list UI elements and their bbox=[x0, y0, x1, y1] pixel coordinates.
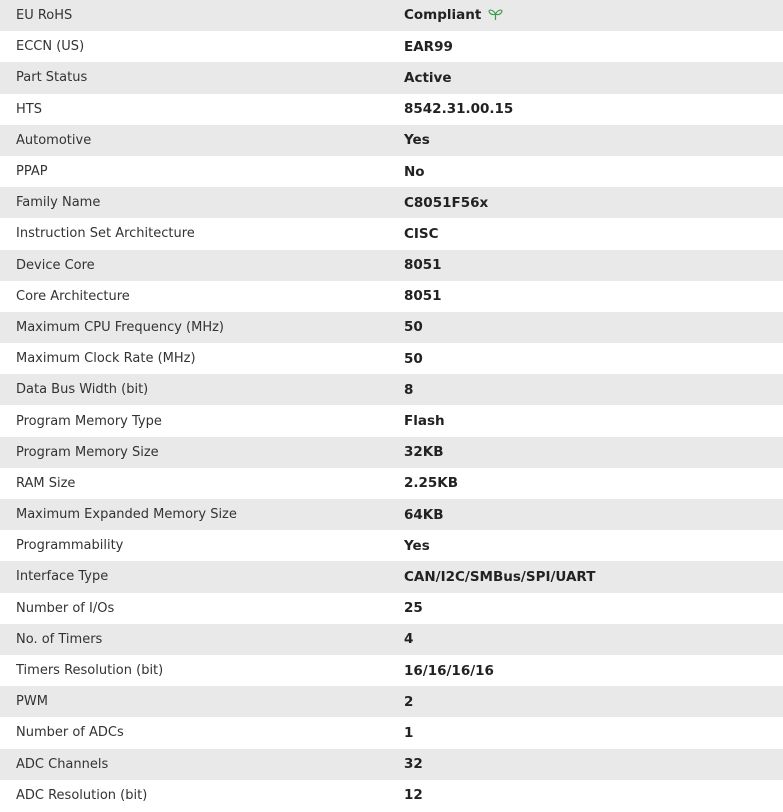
spec-value-cell bbox=[404, 0, 783, 31]
spec-label: Program Memory Type bbox=[16, 413, 162, 429]
spec-value: 8051 bbox=[404, 288, 442, 305]
spec-label: Family Name bbox=[16, 195, 101, 211]
spec-value: 2 bbox=[404, 693, 414, 710]
spec-value: 16/16/16/16 bbox=[404, 662, 494, 679]
spec-row-max-expanded-memory bbox=[0, 499, 783, 530]
spec-label: Timers Resolution (bit) bbox=[16, 663, 164, 679]
leaf-icon bbox=[488, 8, 503, 25]
spec-row-eccn bbox=[0, 31, 783, 62]
spec-value: 12 bbox=[404, 787, 423, 804]
spec-value: Yes bbox=[404, 537, 430, 554]
spec-label: Instruction Set Architecture bbox=[16, 226, 195, 242]
spec-label: Number of I/Os bbox=[16, 600, 115, 616]
spec-value: 1 bbox=[404, 724, 414, 741]
spec-row-family-name bbox=[0, 187, 783, 218]
spec-label: Device Core bbox=[16, 257, 95, 273]
spec-row-max-cpu-frequency bbox=[0, 312, 783, 343]
spec-label: Automotive bbox=[16, 132, 92, 148]
spec-row-max-clock-rate bbox=[0, 343, 783, 374]
spec-value: Yes bbox=[404, 132, 430, 149]
spec-label: No. of Timers bbox=[16, 631, 103, 647]
spec-label: ADC Channels bbox=[16, 756, 109, 772]
spec-row-program-memory-size bbox=[0, 437, 783, 468]
spec-label: Program Memory Size bbox=[16, 444, 159, 460]
spec-value: 8 bbox=[404, 381, 414, 398]
spec-label: PPAP bbox=[16, 164, 48, 180]
spec-row-core-architecture bbox=[0, 281, 783, 312]
spec-value: 2.25KB bbox=[404, 475, 459, 492]
spec-value: CAN/I2C/SMBus/SPI/UART bbox=[404, 568, 596, 585]
spec-value: Flash bbox=[404, 413, 445, 430]
spec-value: 50 bbox=[404, 319, 423, 336]
spec-value: Compliant bbox=[404, 6, 482, 23]
spec-value: No bbox=[404, 163, 425, 180]
spec-row-ram-size bbox=[0, 468, 783, 499]
spec-label: PWM bbox=[16, 694, 48, 710]
spec-value: 50 bbox=[404, 350, 423, 367]
spec-row-data-bus-width bbox=[0, 374, 783, 405]
spec-label: EU RoHS bbox=[16, 8, 73, 24]
spec-label: Number of ADCs bbox=[16, 725, 124, 741]
spec-value: 8051 bbox=[404, 257, 442, 274]
spec-value: 8542.31.00.15 bbox=[404, 101, 514, 118]
spec-row-interface-type bbox=[0, 561, 783, 592]
spec-row-no-of-timers bbox=[0, 624, 783, 655]
spec-row-timers-resolution bbox=[0, 655, 783, 686]
spec-value: 32 bbox=[404, 756, 423, 773]
spec-label: RAM Size bbox=[16, 475, 76, 491]
spec-label: Data Bus Width (bit) bbox=[16, 382, 149, 398]
spec-label: Maximum Expanded Memory Size bbox=[16, 507, 237, 523]
spec-label: HTS bbox=[16, 101, 42, 117]
spec-value: C8051F56x bbox=[404, 194, 489, 211]
spec-row-part-status bbox=[0, 62, 783, 93]
spec-label: Maximum CPU Frequency (MHz) bbox=[16, 319, 224, 335]
spec-row-program-memory-type bbox=[0, 405, 783, 436]
spec-value: 64KB bbox=[404, 506, 444, 523]
spec-row-number-of-adcs bbox=[0, 717, 783, 748]
spec-value: 32KB bbox=[404, 444, 444, 461]
spec-row-hts bbox=[0, 94, 783, 125]
spec-label: Programmability bbox=[16, 538, 124, 554]
spec-row-adc-resolution bbox=[0, 780, 783, 811]
spec-row-programmability bbox=[0, 530, 783, 561]
spec-row-eu-rohs bbox=[0, 0, 783, 31]
spec-value: CISC bbox=[404, 225, 439, 242]
spec-row-ppap bbox=[0, 156, 783, 187]
spec-value: EAR99 bbox=[404, 38, 453, 55]
spec-row-device-core bbox=[0, 250, 783, 281]
spec-row-adc-channels bbox=[0, 749, 783, 780]
spec-label: Interface Type bbox=[16, 569, 109, 585]
spec-row-automotive bbox=[0, 125, 783, 156]
spec-value: 25 bbox=[404, 600, 423, 617]
spec-row-instruction-set bbox=[0, 218, 783, 249]
spec-row-pwm bbox=[0, 686, 783, 717]
spec-label: Core Architecture bbox=[16, 288, 130, 304]
spec-label: ADC Resolution (bit) bbox=[16, 787, 148, 803]
spec-value: Active bbox=[404, 69, 452, 86]
spec-label: Maximum Clock Rate (MHz) bbox=[16, 351, 196, 367]
spec-row-number-of-ios bbox=[0, 593, 783, 624]
spec-value: 4 bbox=[404, 631, 414, 648]
spec-label: ECCN (US) bbox=[16, 39, 85, 55]
spec-label: Part Status bbox=[16, 70, 88, 86]
